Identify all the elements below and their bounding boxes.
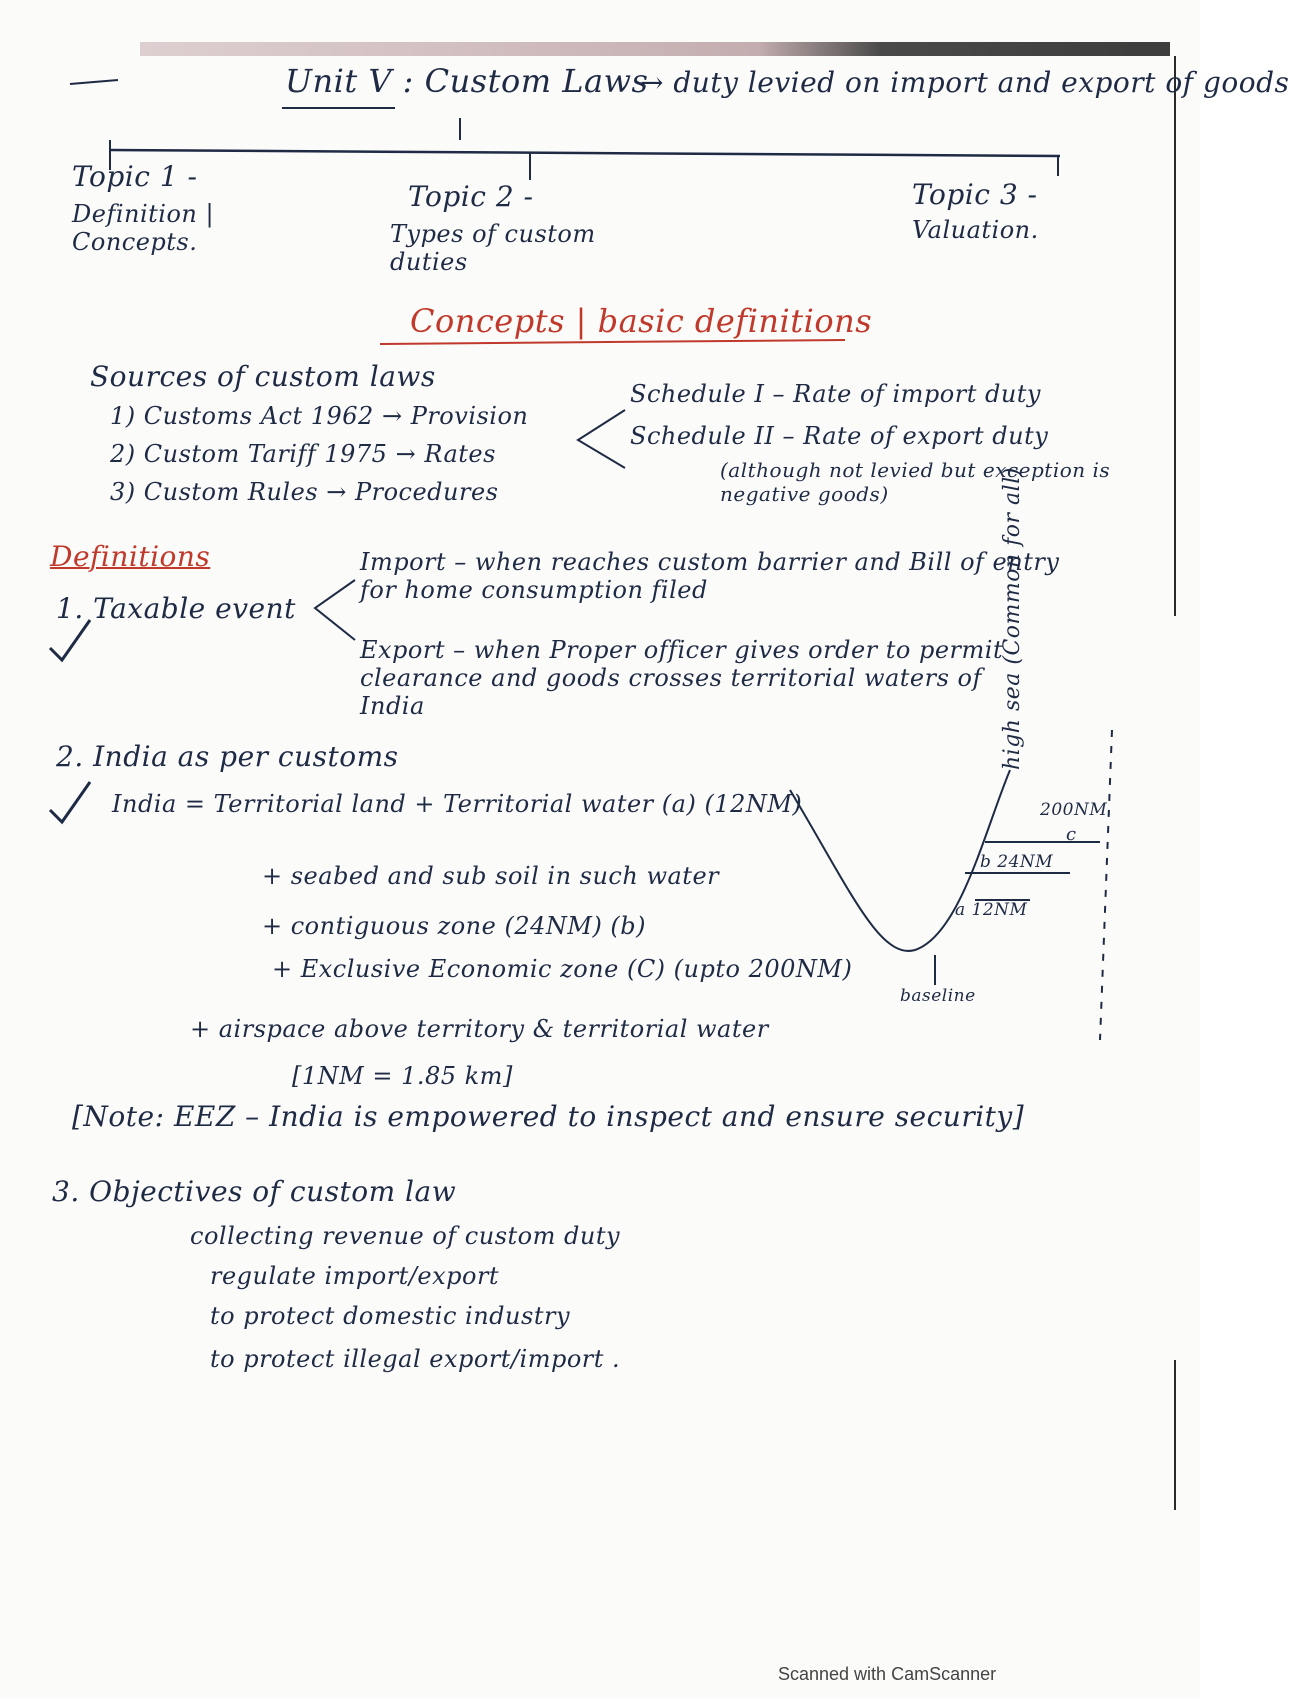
check-mark <box>50 782 90 822</box>
objective-item: regulate import/export <box>210 1262 500 1290</box>
taxable-event-label: 1. Taxable event <box>56 592 296 625</box>
sources-title: Sources of custom laws <box>90 360 436 393</box>
india-eq-line: + contiguous zone (24NM) (b) <box>262 912 647 940</box>
topic-2-label: Topic 2 - <box>408 180 534 213</box>
topic-1-label: Topic 1 - <box>72 160 198 193</box>
diagram-label-c: c <box>1066 824 1077 845</box>
sources-bracket <box>578 410 625 468</box>
definitions-heading: Definitions <box>50 540 211 573</box>
diagram-label-12nm: a 12NM <box>955 900 1028 920</box>
india-eq-line: + airspace above territory & territorial water <box>190 1015 769 1043</box>
source-item: 2) Custom Tariff 1975 → Rates <box>110 440 496 468</box>
schedule-2: Schedule II – Rate of export duty <box>630 422 1049 450</box>
taxable-export: Export – when Proper officer gives order to permit clearance and goods crosses territorial waters of India <box>360 636 1004 720</box>
concepts-heading: Concepts | basic definitions <box>410 302 873 340</box>
topic-1-desc: Definition | Concepts. <box>72 200 215 256</box>
source-item: 1) Customs Act 1962 → Provision <box>110 402 529 430</box>
taxable-bracket <box>315 580 355 640</box>
high-sea-dashes <box>1100 730 1112 1040</box>
objective-item: to protect domestic industry <box>210 1302 570 1330</box>
india-eq-line: + seabed and sub soil in such water <box>262 862 720 890</box>
india-eq-line: India = Territorial land + Territorial water (a) (12NM) <box>112 790 803 818</box>
schedule-note: (although not levied but exception is negative goods) <box>720 458 1111 506</box>
diagram-label-baseline: baseline <box>900 986 976 1006</box>
camscanner-footer: Scanned with CamScanner <box>778 1664 997 1684</box>
eez-note: [Note: EEZ – India is empowered to inspect and ensure security] <box>72 1100 1025 1133</box>
topic-3-label: Topic 3 - <box>912 178 1038 211</box>
unit-arrow-note: → duty levied on import and export of goods <box>640 66 1289 99</box>
india-label: 2. India as per customs <box>56 740 399 773</box>
diagram-label-high-sea: high sea (Common for all) <box>1000 467 1025 770</box>
topic-branch-line <box>110 150 1060 156</box>
concepts-underline <box>380 340 845 344</box>
unit-title: Unit V : Custom Laws <box>285 62 649 100</box>
source-item: 3) Custom Rules → Procedures <box>110 478 499 506</box>
coast-curve <box>790 770 1010 951</box>
taxable-import: Import – when reaches custom barrier and Bill of entry for home consumption filed <box>360 548 1060 604</box>
check-mark <box>50 620 90 660</box>
schedule-1: Schedule I – Rate of import duty <box>630 380 1041 408</box>
diagram-label-200nm: 200NM <box>1040 800 1108 820</box>
margin-dash <box>70 80 118 84</box>
india-eq-line: + Exclusive Economic zone (C) (upto 200NM) <box>272 955 853 983</box>
topic-3-desc: Valuation. <box>912 216 1039 244</box>
diagram-label-24nm: b 24NM <box>980 852 1054 872</box>
topic-2-desc: Types of custom duties <box>390 220 596 276</box>
nm-conversion: [1NM = 1.85 km] <box>292 1062 513 1090</box>
objective-item: collecting revenue of custom duty <box>190 1222 621 1250</box>
objective-item: to protect illegal export/import . <box>210 1345 621 1373</box>
objectives-label: 3. Objectives of custom law <box>52 1175 457 1208</box>
